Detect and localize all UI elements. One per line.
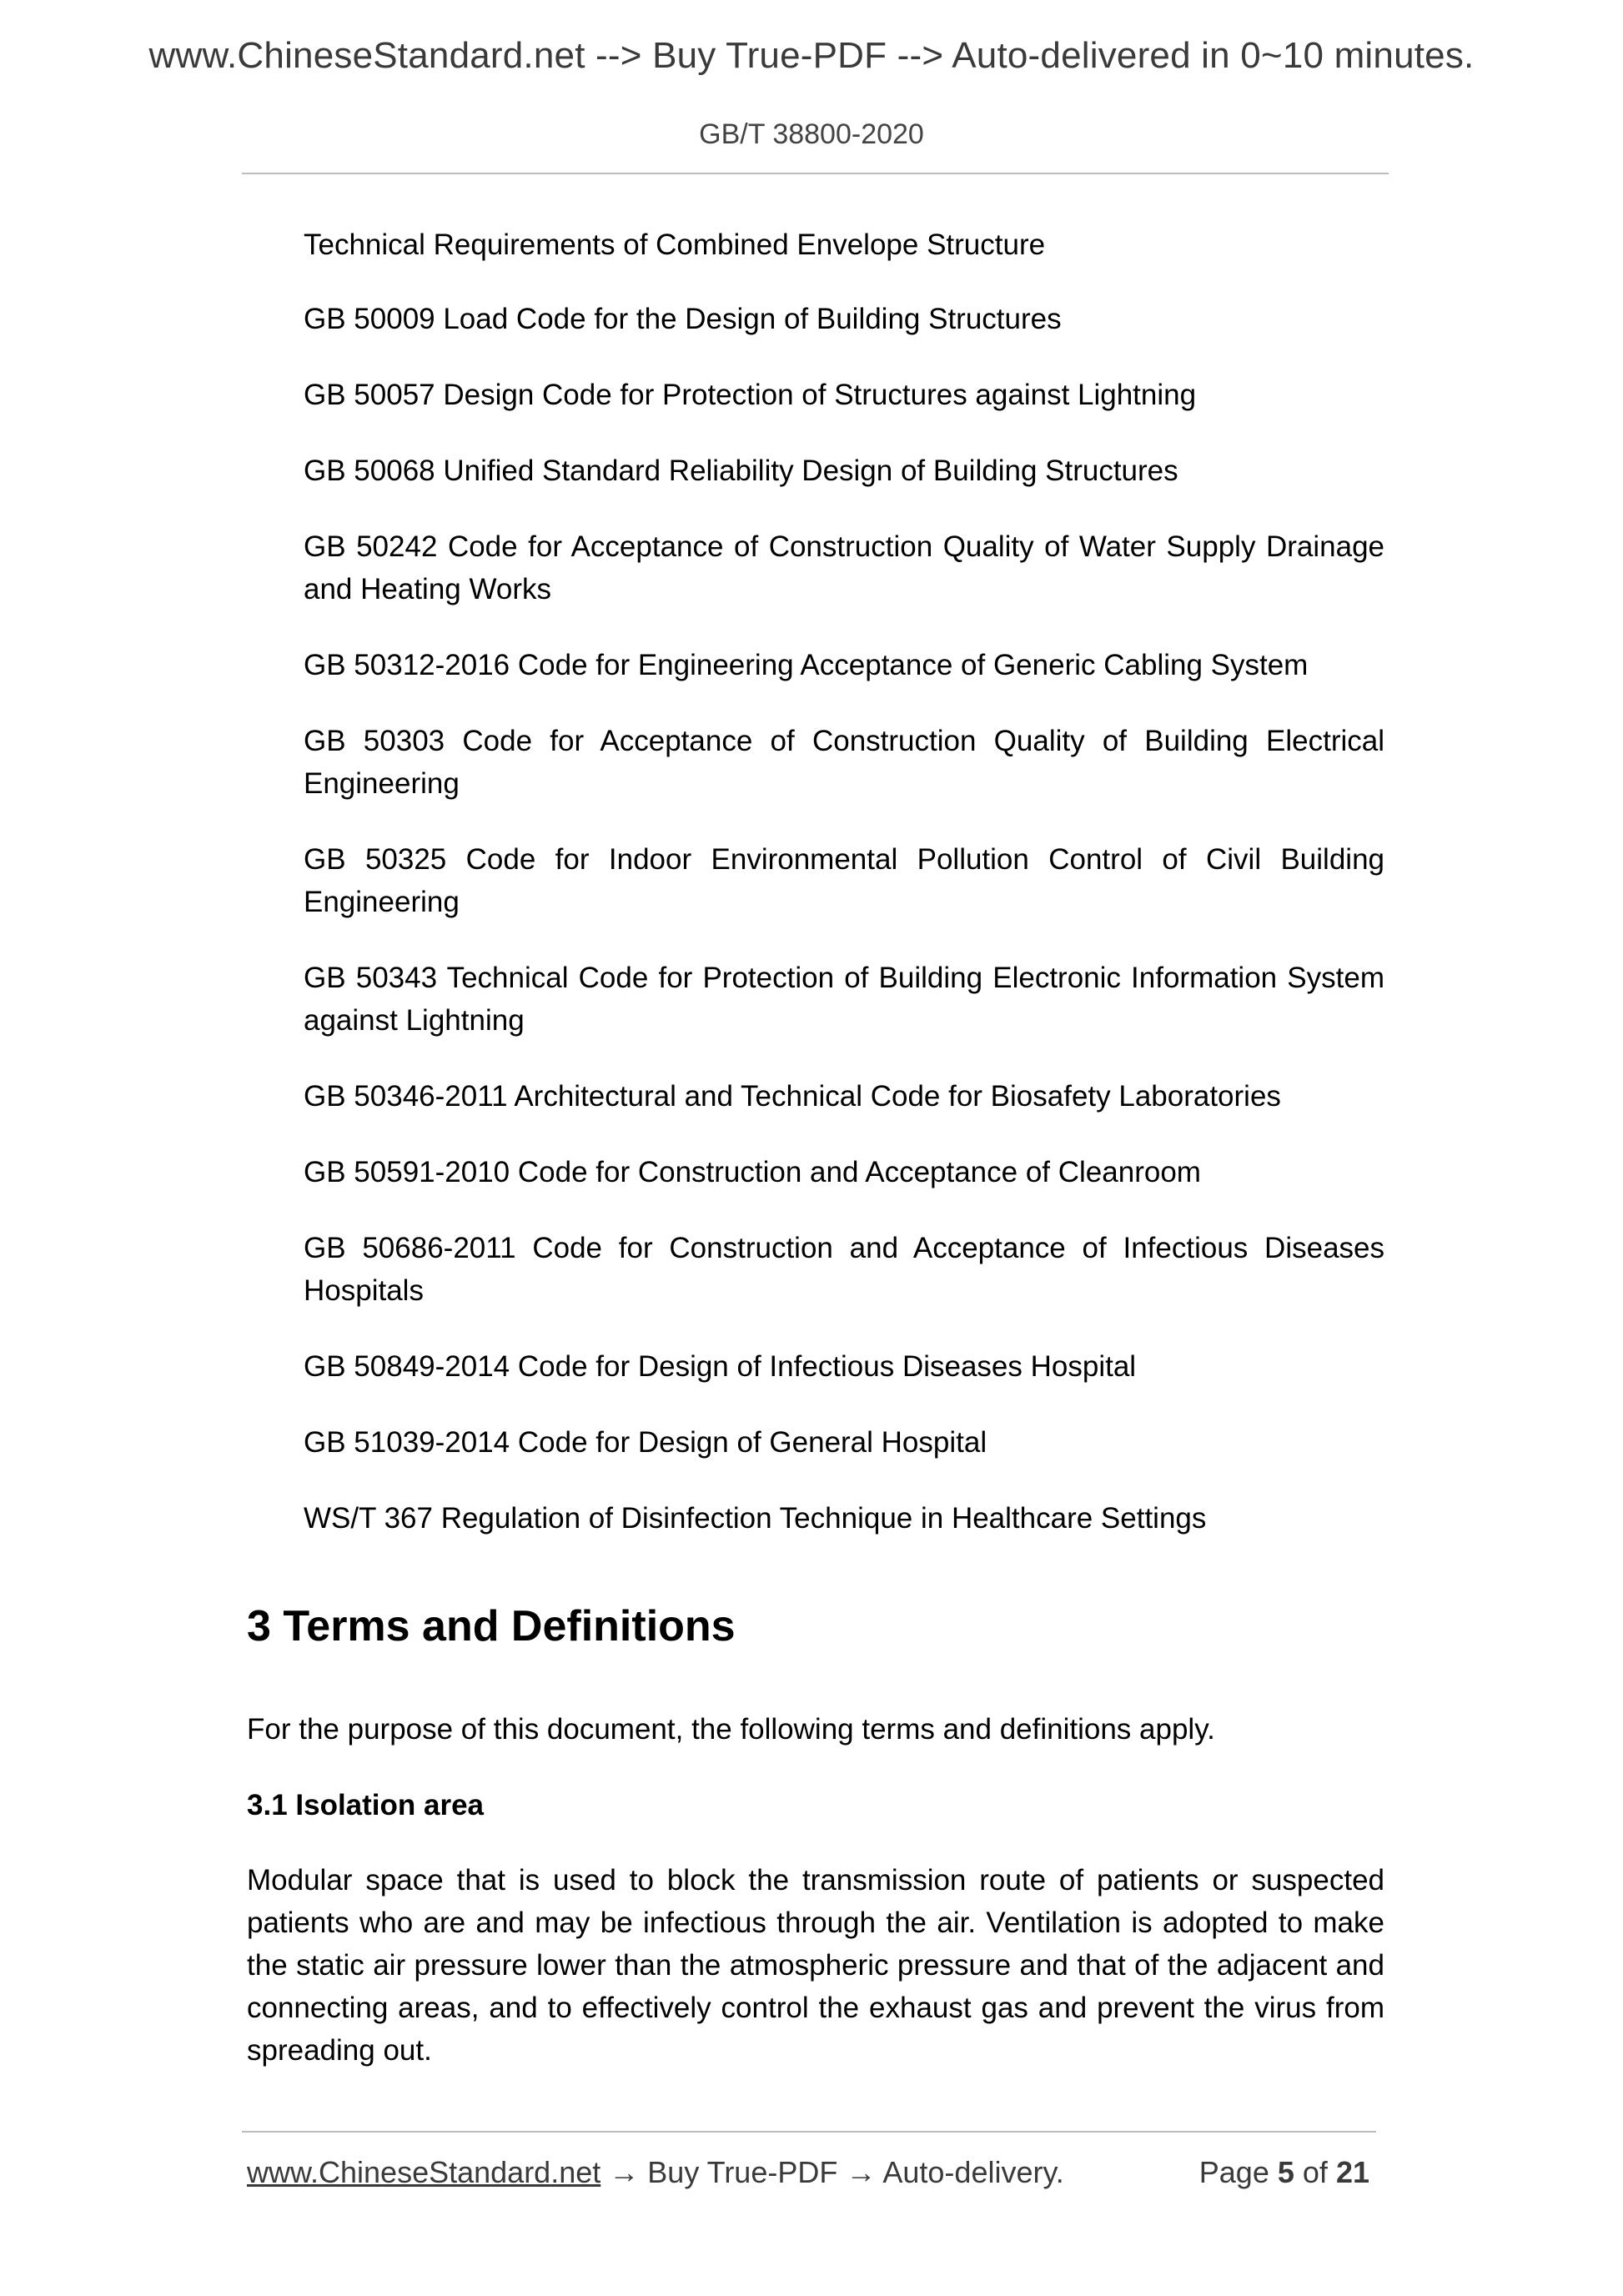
reference-item: GB 51039-2014 Code for Design of General Hospital [304, 1426, 987, 1459]
header-divider [242, 173, 1389, 174]
standard-code: GB/T 38800-2020 [699, 118, 924, 150]
reference-item: GB 50849-2014 Code for Design of Infectious Diseases Hospital [304, 1350, 1137, 1383]
top-banner: www.ChineseStandard.net --> Buy True-PDF --> Auto-delivered in 0~10 minutes. [148, 35, 1475, 76]
buy-text: Buy True-PDF [647, 2155, 838, 2189]
reference-item: GB 50057 Design Code for Protection of Structures against Lightning [304, 379, 1197, 411]
reference-item: GB 50325 Code for Indoor Environmental Pollution Control of Civil Building Engineering [304, 843, 1384, 918]
reference-item: GB 50242 Code for Acceptance of Construction Quality of Water Supply Drainage and Heating Works [304, 530, 1384, 605]
page-current: 5 [1277, 2155, 1294, 2189]
delivery-text: Auto-delivery. [882, 2155, 1064, 2189]
footer-promo [247, 2155, 1064, 2190]
reference-item: GB 50686-2011 Code for Construction and Acceptance of Infectious Diseases Hospitals [304, 1232, 1384, 1307]
reference-item: GB 50009 Load Code for the Design of Building Structures [304, 303, 1062, 335]
normative-references-list [304, 224, 1384, 1573]
arrow-icon: → [609, 2155, 640, 2189]
reference-item: GB 50303 Code for Acceptance of Construction Quality of Building Electrical Engineering [304, 725, 1384, 800]
page-total: 21 [1335, 2155, 1369, 2189]
term-definition: Modular space that is used to block the transmission route of patients or suspected patients who are and may be infectious through the air. Ventilation is adopted to make the static air pressure lower than the atmospheric pressure and that of the adjacent and connecting areas, and to effectively control the exhaust gas and prevent the virus from spreading out. [247, 1864, 1384, 2067]
reference-item: GB 50346-2011 Architectural and Technical Code for Biosafety Laboratories [304, 1080, 1281, 1113]
section-intro: For the purpose of this document, the following terms and definitions apply. [247, 1713, 1215, 1746]
reference-item: GB 50591-2010 Code for Construction and Acceptance of Cleanroom [304, 1156, 1201, 1188]
reference-item: GB 50343 Technical Code for Protection of Building Electronic Information System against Lightning [304, 962, 1384, 1037]
reference-item: WS/T 367 Regulation of Disinfection Technique in Healthcare Settings [304, 1502, 1207, 1535]
arrow-icon: → [846, 2155, 877, 2189]
site-link[interactable]: www.ChineseStandard.net [247, 2155, 601, 2189]
page-indicator [1199, 2155, 1369, 2190]
footer-divider [242, 2131, 1376, 2133]
page-of: of [1302, 2155, 1328, 2189]
page-label: Page [1198, 2155, 1269, 2189]
reference-item: GB 50068 Unified Standard Reliability Design of Building Structures [304, 455, 1178, 487]
section-heading: 3 Terms and Definitions [247, 1602, 736, 1650]
reference-item: GB 50312-2016 Code for Engineering Acceptance of Generic Cabling System [304, 649, 1309, 681]
term-title: 3.1 Isolation area [247, 1789, 485, 1821]
page-footer [247, 2155, 1369, 2197]
reference-item: Technical Requirements of Combined Envelope Structure [304, 229, 1046, 261]
